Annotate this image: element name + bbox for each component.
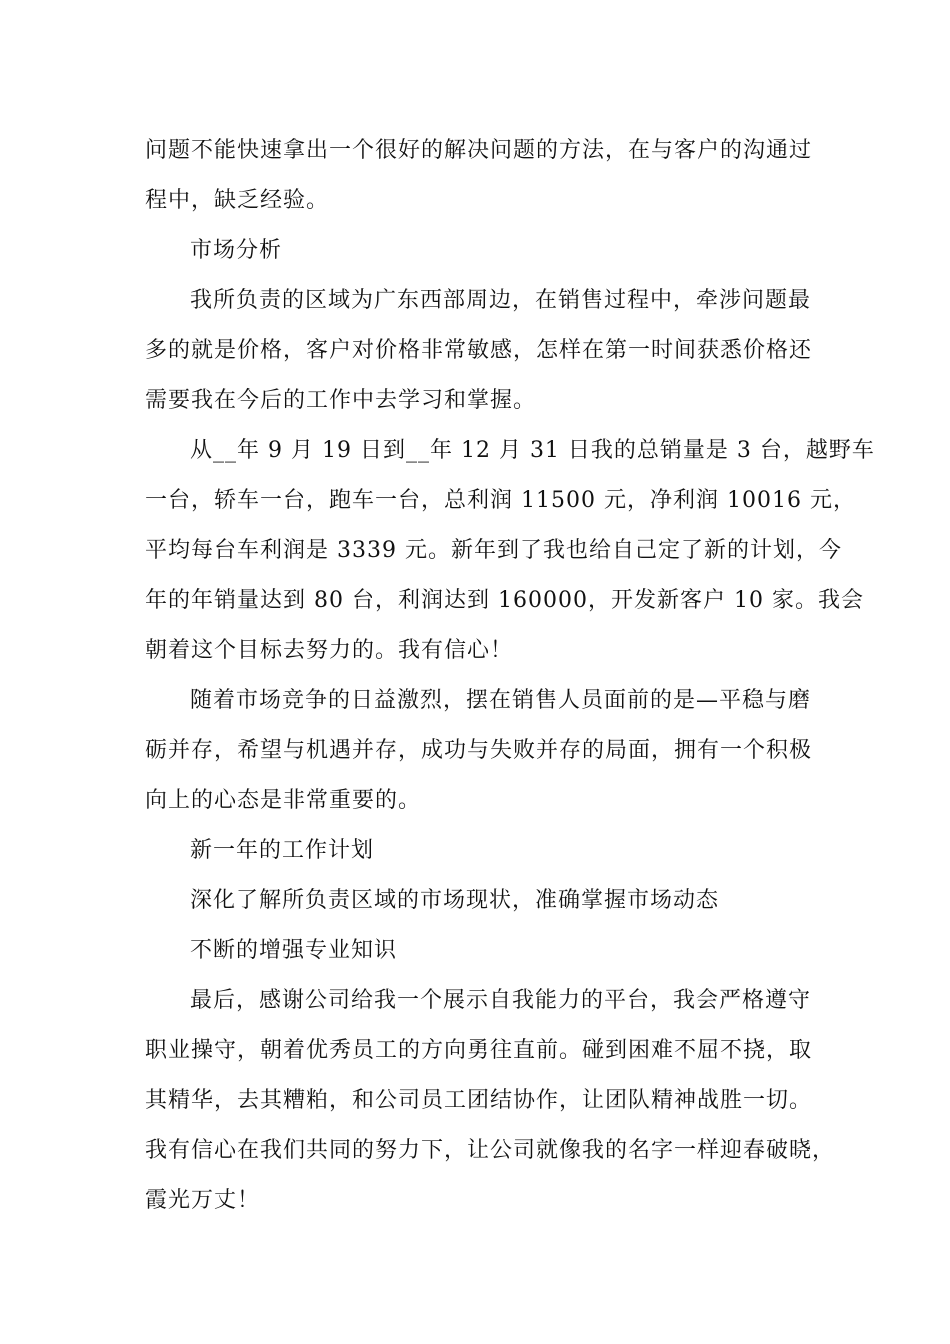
paragraph-line: 程中，缺乏经验。 [145,188,330,213]
paragraph-line: 职业操守，朝着优秀员工的方向勇往直前。碰到困难不屈不挠，取 [145,1038,813,1063]
paragraph-line: 一台，轿车一台，跑车一台，总利润 11500 元，净利润 10016 元， [145,488,856,513]
paragraph-line: 霞光万丈！ [145,1188,261,1213]
paragraph-line: 从__年 9 月 19 日到__年 12 月 31 日我的总销量是 3 台，越野车 [190,438,875,463]
paragraph-line: 多的就是价格，客户对价格非常敏感，怎样在第一时间获悉价格还 [145,338,813,363]
plan-item: 深化了解所负责区域的市场现状，准确掌握市场动态 [190,888,720,913]
section-heading-new-year-plan: 新一年的工作计划 [190,838,375,863]
paragraph-line: 朝着这个目标去努力的。我有信心！ [145,638,514,663]
paragraph-line: 需要我在今后的工作中去学习和掌握。 [145,388,537,413]
paragraph-line: 我所负责的区域为广东西部周边，在销售过程中，牵涉问题最 [190,288,812,313]
paragraph-line: 我有信心在我们共同的努力下，让公司就像我的名字一样迎春破晓， [145,1138,836,1163]
paragraph-line: 平均每台车利润是 3339 元。新年到了我也给自己定了新的计划，今 [145,538,842,563]
paragraph-line: 向上的心态是非常重要的。 [145,788,422,813]
paragraph-line: 砺并存，希望与机遇并存，成功与失败并存的局面，拥有一个积极 [145,738,813,763]
paragraph-line: 最后，感谢公司给我一个展示自我能力的平台，我会严格遵守 [190,988,812,1013]
paragraph-line: 随着市场竞争的日益激烈，摆在销售人员面前的是—平稳与磨 [190,688,812,713]
section-heading-market-analysis: 市场分析 [190,238,283,263]
paragraph-line: 问题不能快速拿出一个很好的解决问题的方法，在与客户的沟通过 [145,138,813,163]
paragraph-line: 其精华，去其糟粕，和公司员工团结协作，让团队精神战胜一切。 [145,1088,813,1113]
paragraph-line: 年的年销量达到 80 台，利润达到 160000，开发新客户 10 家。我会 [145,588,864,613]
plan-item: 不断的增强专业知识 [190,938,398,963]
